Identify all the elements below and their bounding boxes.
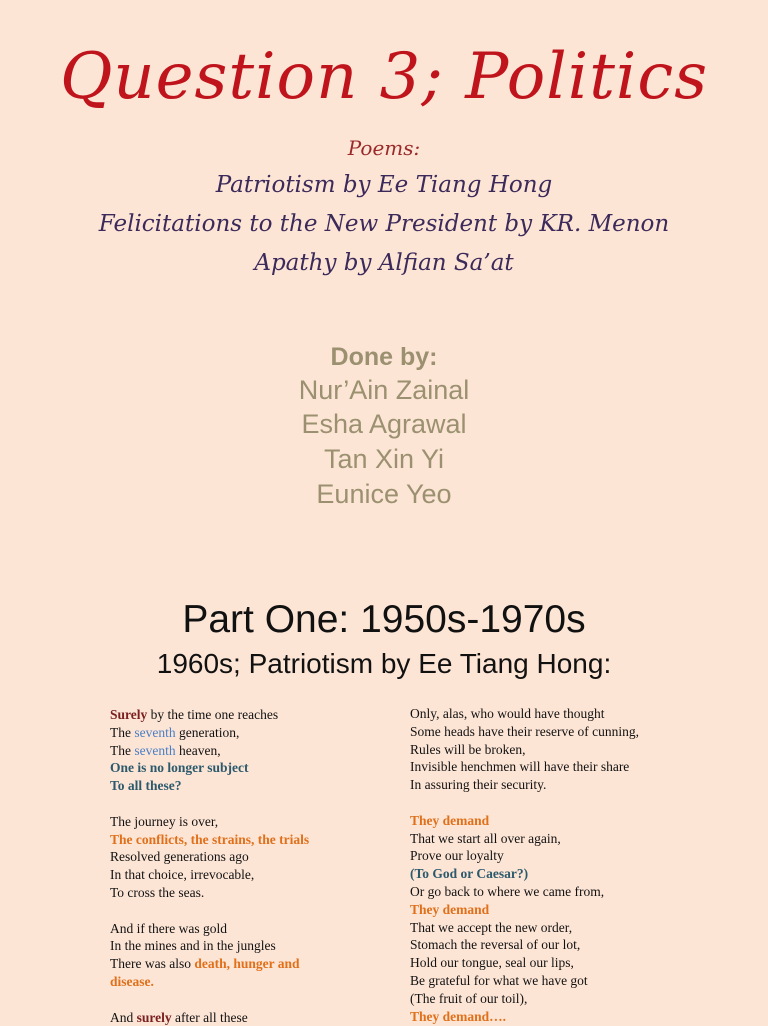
poem-line: Invisible henchmen will have their share [410, 759, 630, 775]
highlight-word: Surely [110, 707, 148, 722]
author-name: Eunice Yeo [316, 479, 452, 509]
highlight-word: seventh [134, 742, 176, 758]
poem-line: Resolved generations ago [110, 849, 249, 865]
poem-line: Be grateful for what we have got [410, 972, 588, 988]
poem-title-1: Patriotism by Ee Tiang Hong [215, 172, 553, 198]
poem-line: In that choice, irrevocable, [110, 867, 255, 883]
poem-text: And [110, 1009, 137, 1025]
poem-line: In the mines and in the jungles [110, 938, 276, 954]
poem-line: Some heads have their reserve of cunning, [410, 723, 640, 739]
poem-line: One is no longer subject [110, 760, 249, 776]
poem-line: That we accept the new order, [410, 919, 573, 935]
poem-line: Rules will be broken, [410, 741, 526, 757]
poem-line: The conflicts, the strains, the trials [110, 831, 310, 847]
poem-line: In assuring their security. [410, 777, 547, 793]
poem-line [110, 742, 309, 760]
section-subtitle: 1960s; Patriotism by Ee Tiang Hong: [156, 648, 612, 679]
poem-line: (The fruit of our toil), [410, 990, 528, 1006]
section-title: Part One: 1950s-1970s [182, 598, 586, 641]
poem-line: Hold our tongue, seal our lips, [410, 955, 574, 971]
poem-text: The [110, 724, 135, 740]
poem-line: The journey is over, [110, 813, 219, 829]
poem-text: by the time one reaches [147, 707, 279, 722]
poem-line: To all these? [110, 778, 182, 794]
poem-line: They demand…. [410, 1008, 507, 1024]
poem-line: (To God or Caesar?) [410, 866, 529, 882]
poem-text: There was also [110, 956, 195, 972]
author-name: Tan Xin Yi [323, 444, 445, 474]
poem-column-left [110, 706, 309, 1026]
highlight-word: surely [136, 1009, 172, 1025]
poem-text: heaven, [175, 742, 221, 758]
poem-line: They demand [410, 901, 490, 917]
poem-title-3: Apathy by Alfian Sa’at [254, 250, 514, 276]
poem-line: They demand [410, 812, 490, 828]
poem-line: Or go back to where we came from, [410, 883, 605, 899]
poem-line [110, 706, 309, 724]
highlight-word: death, hunger and [194, 956, 300, 972]
highlight-word: seventh [134, 724, 176, 740]
poem-line: Prove our loyalty [410, 848, 504, 864]
done-by-label: Done by: [330, 343, 438, 371]
page-title: Question 3; Politics [59, 40, 709, 114]
poem-column-right [410, 705, 639, 1025]
poem-line [110, 724, 309, 742]
poem-line: And if there was gold [110, 920, 227, 936]
poem-line: disease. [110, 973, 154, 989]
poems-label: Poems: [347, 136, 421, 160]
poem-line [110, 1009, 309, 1026]
poem-text: after all these [171, 1009, 248, 1025]
poem-title-2: Felicitations to the New President by KR. Menon [98, 211, 670, 237]
poem-line: That we start all over again, [410, 830, 561, 846]
poem-line: Stomach the reversal of our lot, [410, 937, 581, 953]
author-name: Esha Agrawal [301, 409, 467, 439]
poem-text: The [110, 742, 135, 758]
poem-line [110, 955, 309, 973]
poem-text: generation, [175, 724, 240, 740]
poem-line: Only, alas, who would have thought [410, 706, 605, 721]
author-name: Nur’Ain Zainal [298, 375, 470, 405]
poem-line: To cross the seas. [110, 884, 205, 900]
